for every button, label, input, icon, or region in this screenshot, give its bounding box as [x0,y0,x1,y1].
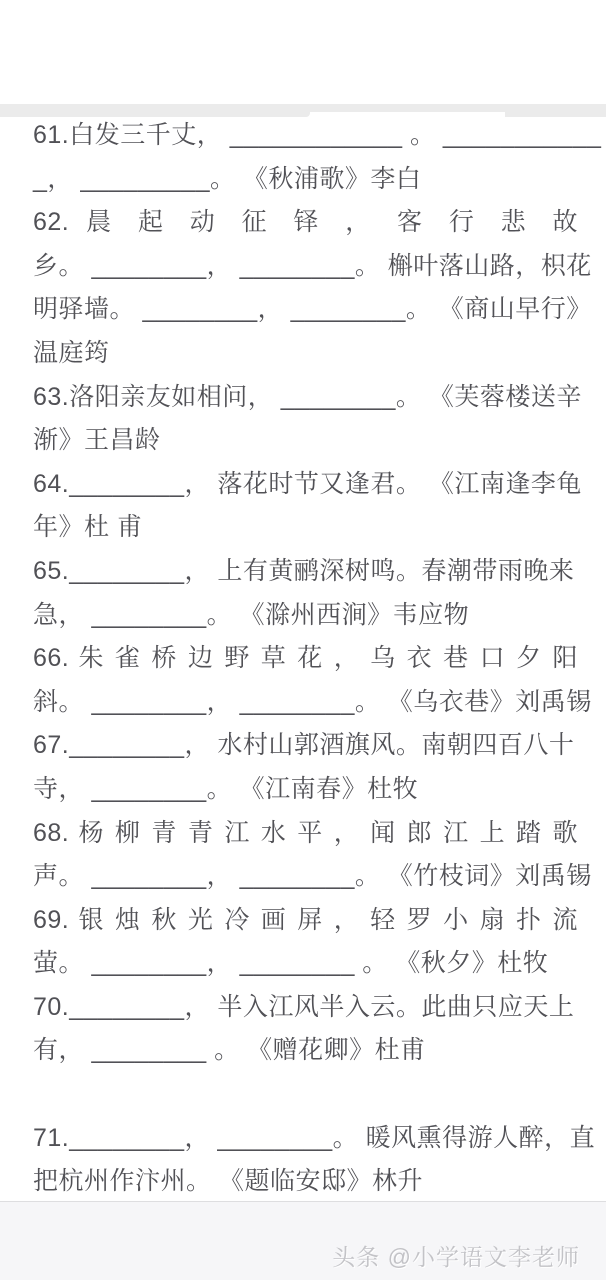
text-line: 65.________， 上有黄鹂深树鸣。春潮带雨晚来 [33,556,575,585]
text-line: 69. 银 烛 秋 光 冷 画 屏 ， 轻 罗 小 扇 扑 流 [33,905,578,934]
text-line: 乡。 ________， ________。 槲叶落山路，枳花 [33,251,592,280]
text-line: 68. 杨 柳 青 青 江 水 平 ， 闻 郎 江 上 踏 歌 [33,818,578,847]
text-line: 渐》王昌龄 [33,426,161,455]
text-line: 71.________， ________。 暖风熏得游人醉，直 [33,1123,596,1152]
text-line: 63.洛阳亲友如相问， ________。 《芙蓉楼送辛 [33,382,582,411]
text-line: 急， ________。 《滁州西涧》韦应物 [33,600,470,629]
text-line: 年》杜 甫 [33,513,143,542]
text-line: 61.白发三千丈， ____________ 。 ___________ [33,121,602,149]
text-line: 把杭州作汴州。 《题临安邸》林升 [33,1167,423,1196]
text-line: 寺， ________。 《江南春》杜牧 [33,774,419,803]
text-line: 萤。 ________， ________ 。 《秋夕》杜牧 [33,949,549,978]
text-line: 62. 晨 起 动 征 铎 ， 客 行 悲 故 [33,208,578,237]
text-line: 67.________， 水村山郭酒旗风。南朝四百八十 [33,731,575,760]
text-line: 70.________， 半入江风半入云。此曲只应天上 [33,992,575,1021]
footer-bar [0,1201,606,1280]
text-line: 有， ________ 。 《赠花卿》杜甫 [33,1036,426,1065]
text-line: 64.________， 落花时节又逢君。 《江南逢李龟 [33,469,582,498]
text-line: 明驿墙。 ________， ________。 《商山早行》 [33,295,592,324]
text-line: 温庭筠 [33,338,110,367]
text-line: 66. 朱 雀 桥 边 野 草 花 ， 乌 衣 巷 口 夕 阳 [33,644,578,673]
text-line: 声。 ________， ________。 《竹枝词》刘禹锡 [33,862,592,891]
poem-exercise-list [33,114,602,1204]
watermark-text: 头条 @小学语文李老师 [332,1244,580,1270]
text-line [33,1073,578,1117]
text-line: _， _________。 《秋浦歌》李白 [33,164,422,193]
text-line: 斜。 ________， ________。 《乌衣巷》刘禹锡 [33,687,592,716]
